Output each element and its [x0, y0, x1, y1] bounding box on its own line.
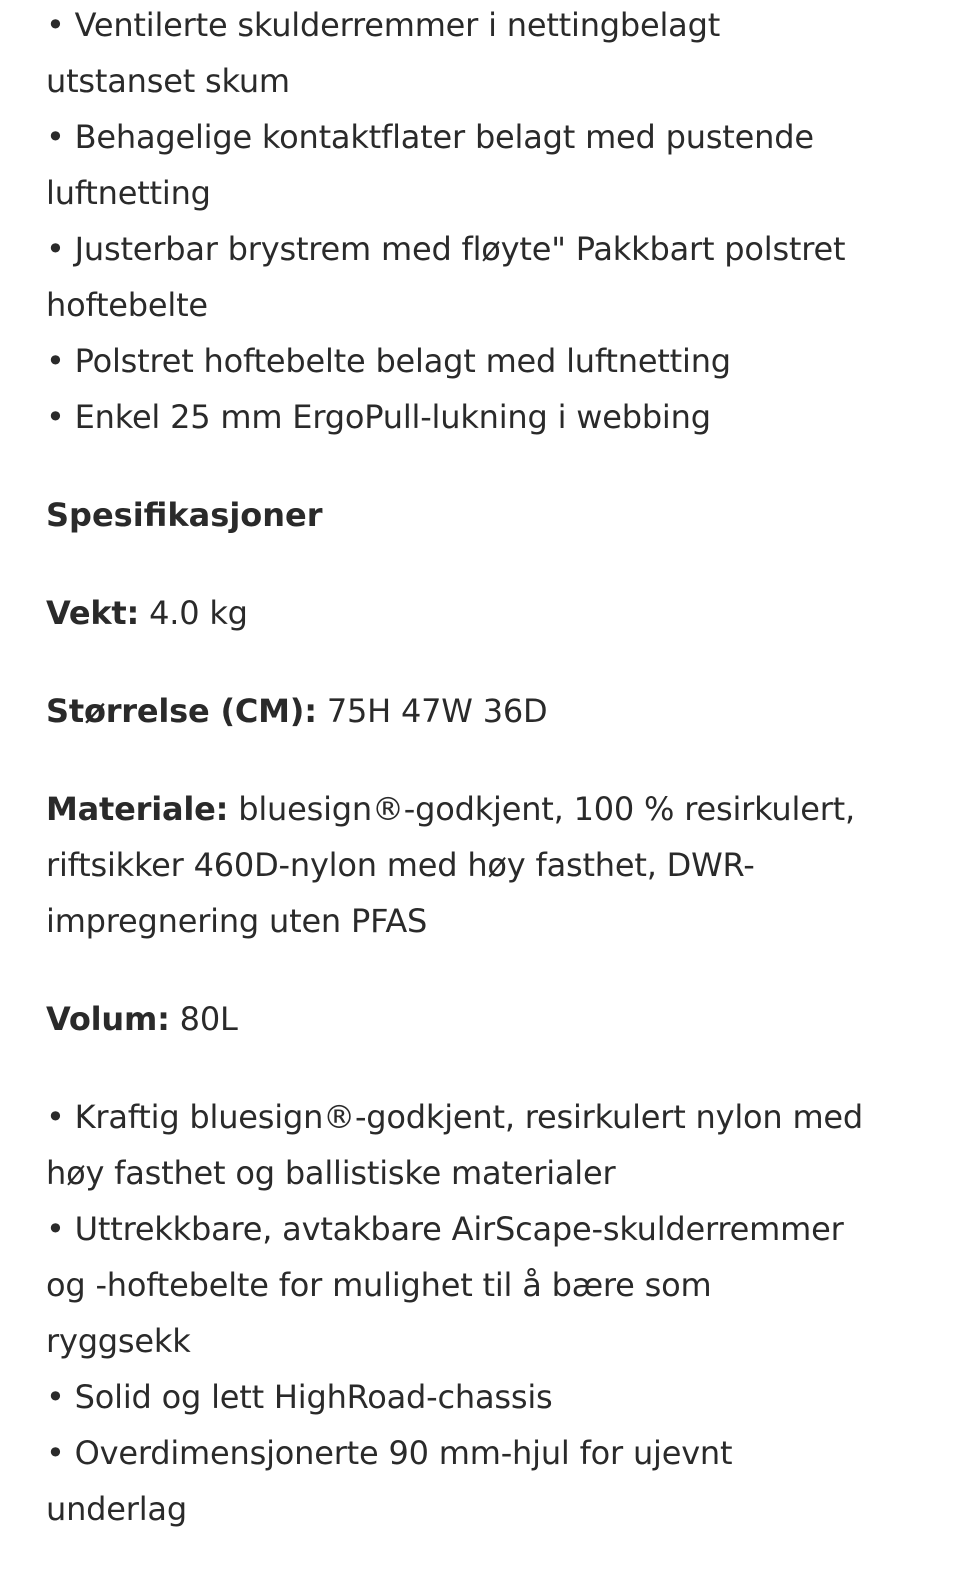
list-item-line: underlag: [46, 1490, 187, 1528]
list-item-line: • Enkel 25 mm ErgoPull-lukning i webbing: [46, 398, 711, 436]
list-item-line: • Kraftig bluesign®-godkjent, resirkulert nylon med: [46, 1098, 864, 1136]
spec-label: Vekt:: [46, 594, 140, 632]
list-item-line: • Solid og lett HighRoad-chassis: [46, 1378, 553, 1416]
list-item: [46, 333, 914, 389]
list-item: [46, 109, 914, 221]
spec-value: riftsikker 460D-nylon med høy fasthet, DWR-: [46, 846, 755, 884]
list-item-line: ryggsekk: [46, 1322, 191, 1360]
spec-label: Materiale:: [46, 790, 229, 828]
spec-label: Størrelse (CM):: [46, 692, 317, 730]
list-item: [46, 1425, 914, 1537]
list-item-line: utstanset skum: [46, 62, 290, 100]
list-item-line: hoftebelte: [46, 286, 208, 324]
spec-material: [46, 781, 914, 949]
spec-value: impregnering uten PFAS: [46, 902, 428, 940]
spec-value: bluesign®-godkjent, 100 % resirkulert,: [228, 790, 855, 828]
spec-weight: [46, 585, 914, 641]
spec-value: 75H 47W 36D: [316, 692, 548, 730]
feature-list-top: [46, 0, 914, 445]
spec-value: 4.0 kg: [139, 594, 248, 632]
list-item-line: • Uttrekkbare, avtakbare AirScape-skulderremmer: [46, 1210, 844, 1248]
list-item: [46, 1369, 914, 1425]
list-item-line: • Overdimensjonerte 90 mm-hjul for ujevnt: [46, 1434, 733, 1472]
spec-volume: [46, 991, 914, 1047]
list-item: [46, 389, 914, 445]
list-item-line: og -hoftebelte for mulighet til å bære som: [46, 1266, 712, 1304]
list-item-line: • Polstret hoftebelte belagt med luftnetting: [46, 342, 731, 380]
list-item-line: luftnetting: [46, 174, 211, 212]
list-item-line: • Ventilerte skulderremmer i nettingbelagt: [46, 6, 721, 44]
spec-label: Volum:: [46, 1000, 170, 1038]
list-item: [46, 1089, 914, 1201]
list-item-line: • Behagelige kontaktflater belagt med pustende: [46, 118, 814, 156]
spec-value: 80L: [169, 1000, 238, 1038]
feature-list-bottom: [46, 1089, 914, 1537]
section-heading: Spesifikasjoner: [46, 496, 323, 534]
list-item-line: høy fasthet og ballistiske materialer: [46, 1154, 616, 1192]
spec-size: [46, 683, 914, 739]
list-item-line: • Justerbar brystrem med fløyte" Pakkbart polstret: [46, 230, 846, 268]
list-item: [46, 221, 914, 333]
list-item: [46, 1201, 914, 1369]
list-item: [46, 0, 914, 109]
